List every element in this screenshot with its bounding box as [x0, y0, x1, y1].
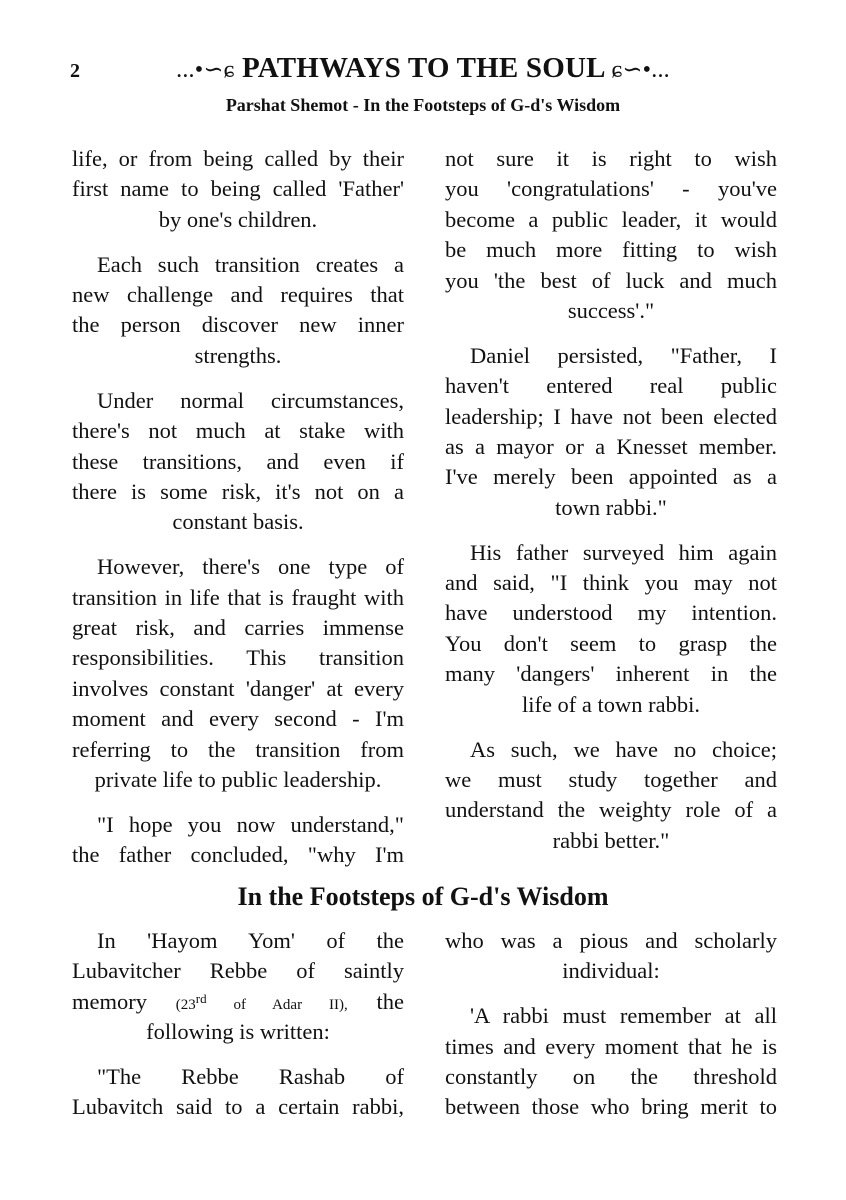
paragraph [72, 552, 404, 795]
paragraph [445, 735, 777, 857]
paragraph [445, 926, 777, 987]
text-line: as a mayor or a Knesset member. [445, 434, 777, 460]
paragraph [445, 538, 777, 720]
bottom-left-column [72, 926, 404, 1137]
text-line: involves constant 'danger' at every [72, 675, 404, 701]
text-line: Daniel persisted, "Father, I [470, 342, 777, 368]
word: memory [72, 988, 147, 1014]
text-line: Lubavitcher Rebbe of saintly [72, 958, 404, 984]
text-line: these transitions, and even if [72, 448, 404, 474]
text-line: new challenge and requires that [72, 282, 404, 308]
text-line: You don't seem to grasp the [445, 630, 777, 656]
text-line: following is written: [146, 1019, 330, 1045]
text-line: "The Rebbe Rashab of [97, 1064, 404, 1090]
bottom-right-column [445, 926, 777, 1137]
paragraph [445, 144, 777, 326]
text-line: there's not much at stake with [72, 418, 404, 444]
text-line: His father surveyed him again [470, 539, 777, 565]
date-open: (23 [175, 996, 196, 1013]
text-line: haven't entered real public [445, 373, 777, 399]
text-line: between those who bring merit to [445, 1094, 777, 1120]
text-line: life of a town rabbi. [521, 691, 701, 717]
text-line: life, or from being called by their [72, 146, 404, 171]
text-line: the person discover new inner [72, 312, 404, 338]
text-line: private life to public leadership. [94, 766, 382, 792]
ornament-left-icon: ...•∽ɕ [176, 57, 235, 83]
text-line: moment and every second - I'm [72, 706, 404, 732]
text-line: As such, we have no choice; [470, 736, 777, 762]
date-note [175, 990, 348, 1013]
paragraph [72, 810, 404, 871]
text-line: understand the weighty role of a [445, 797, 777, 823]
text-line: you 'the best of luck and much [445, 267, 777, 293]
text-line: there is some risk, it's not on a [72, 478, 404, 504]
text-line: be much more fitting to wish [445, 237, 777, 263]
text-line: responsibilities. This transition [72, 645, 404, 671]
text-line: not sure it is right to wish [445, 146, 777, 171]
top-left-column [72, 144, 404, 885]
text-line: In 'Hayom Yom' of the [97, 928, 404, 953]
publication-title: PATHWAYS TO THE SOUL [241, 52, 605, 84]
ordinal-suffix: rd [195, 990, 207, 1006]
text-line: Under normal circumstances, [97, 387, 404, 413]
text-line: town rabbi." [555, 494, 667, 520]
text-line: Lubavitch said to a certain rabbi, [72, 1094, 404, 1120]
text-line: you 'congratulations' - you've [445, 176, 777, 202]
text-line: times and every moment that he is [445, 1033, 777, 1059]
text-line: Each such transition creates a [97, 251, 404, 277]
text-line: I've merely been appointed as a [445, 464, 777, 490]
text-line: leadership; I have not been elected [445, 403, 777, 429]
text-line: many 'dangers' inherent in the [445, 661, 777, 687]
ornament-right-icon: ɕ∽•... [611, 57, 670, 83]
paragraph [72, 386, 404, 538]
text-line: first name to being called 'Father' [72, 176, 404, 202]
text-line: who was a pious and scholarly [445, 928, 777, 953]
page-subtitle: Parshat Shemot - In the Footsteps of G-d's Wisdom [225, 95, 621, 115]
paragraph [72, 144, 404, 235]
text-line: great risk, and carries immense [72, 614, 404, 640]
word: the [376, 988, 404, 1014]
text-line: "I hope you now understand," [97, 811, 404, 837]
paragraph [445, 1001, 777, 1123]
top-right-column [445, 144, 777, 871]
paragraph [72, 1062, 404, 1123]
text-line: have understood my intention. [445, 600, 777, 626]
text-line: transition in life that is fraught with [72, 584, 404, 610]
date-rest: of Adar II), [233, 996, 348, 1013]
text-line: and said, "I think you may not [445, 570, 777, 596]
text-line [72, 987, 404, 1017]
paragraph [72, 250, 404, 372]
text-line: However, there's one type of [97, 554, 404, 580]
text-line: individual: [562, 958, 660, 984]
text-line: we must study together and [445, 766, 777, 792]
running-title [0, 52, 846, 85]
page-number: 2 [70, 60, 80, 82]
text-line: referring to the transition from [72, 736, 404, 762]
text-line: the father concluded, "why I'm [72, 842, 404, 868]
text-line: rabbi better." [552, 827, 670, 853]
text-line: 'A rabbi must remember at all [470, 1003, 777, 1029]
text-line: strengths. [194, 342, 282, 368]
text-line: become a public leader, it would [445, 206, 777, 232]
text-line: by one's children. [158, 206, 318, 232]
paragraph [445, 341, 777, 523]
text-line: constantly on the threshold [445, 1064, 777, 1090]
paragraph [72, 926, 404, 1048]
text-line: success'." [567, 297, 655, 323]
text-line: constant basis. [172, 509, 304, 535]
section-heading: In the Footsteps of G-d's Wisdom [237, 882, 609, 911]
